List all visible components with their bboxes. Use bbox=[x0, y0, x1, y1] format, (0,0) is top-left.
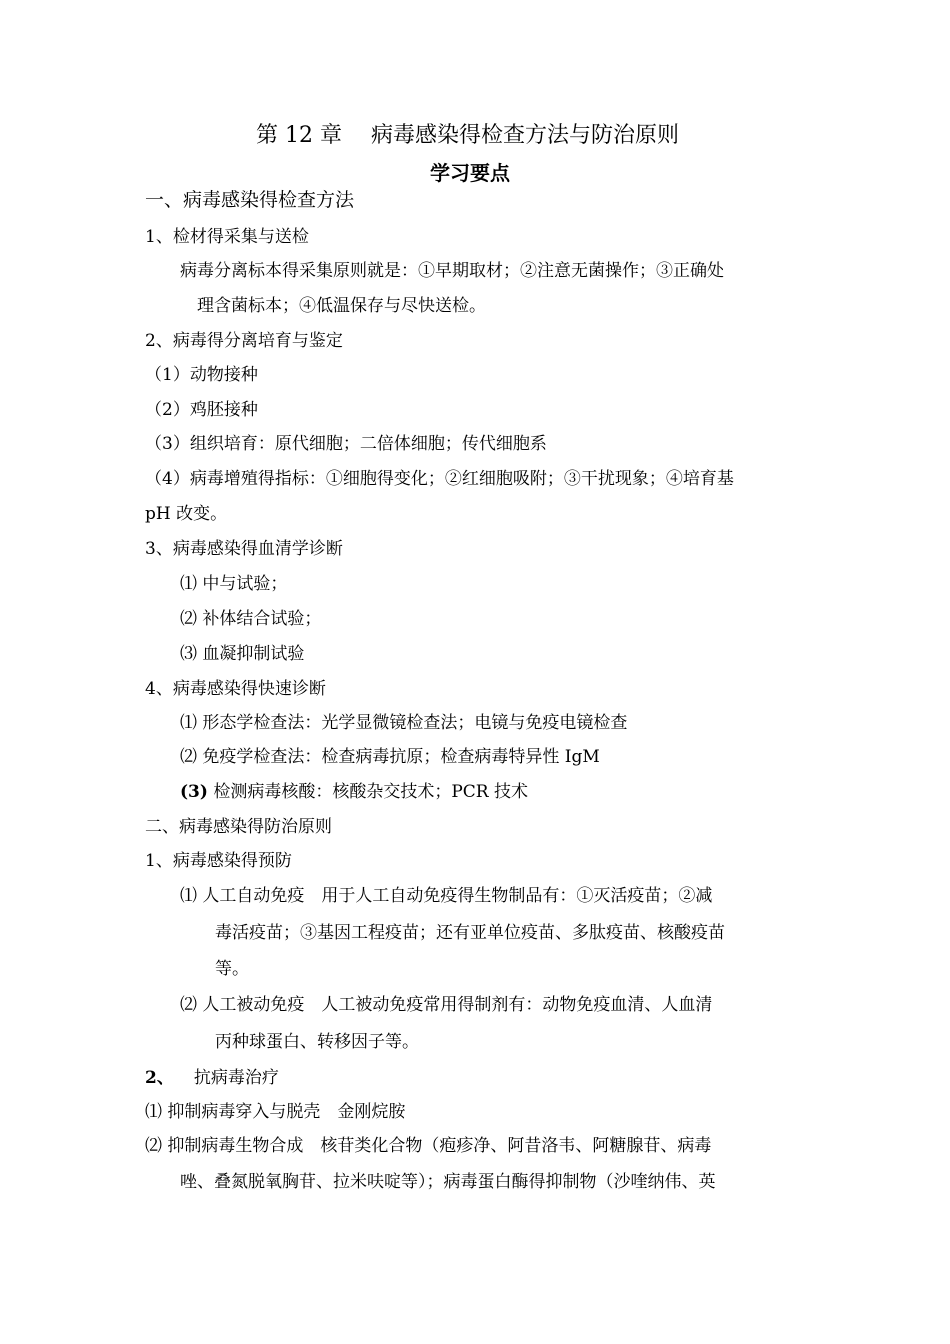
list-item: （1）动物接种 bbox=[145, 365, 258, 385]
list-item-continuation: 等。 bbox=[215, 959, 249, 979]
heading-2-2 bbox=[145, 1067, 279, 1089]
list-item: （3）组织培育：原代细胞；二倍体细胞；传代细胞系 bbox=[145, 434, 547, 454]
list-item: ⑵ 免疫学检查法：检查病毒抗原；检查病毒特异性 IgM bbox=[180, 747, 600, 767]
heading-1-1: 1、检材得采集与送检 bbox=[145, 227, 309, 247]
list-item-continuation: pH 改变。 bbox=[145, 504, 228, 524]
list-item: ⑴ 中与试验； bbox=[180, 574, 288, 594]
list-item: （4）病毒增殖得指标：①细胞得变化；②红细胞吸附；③干扰现象；④培育基 bbox=[145, 469, 734, 489]
paragraph-line: 理含菌标本；④低温保存与尽快送检。 bbox=[197, 296, 486, 316]
paragraph-line: 病毒分离标本得采集原则就是：①早期取材；②注意无菌操作；③正确处 bbox=[180, 261, 724, 281]
list-item bbox=[180, 781, 528, 803]
heading-number: 2、 bbox=[145, 1068, 174, 1088]
list-number: (3) bbox=[180, 782, 208, 802]
list-text: 检测病毒核酸：核酸杂交技术；PCR 技术 bbox=[207, 782, 528, 802]
list-item: ⑴ 形态学检查法：光学显微镜检查法；电镜与免疫电镜检查 bbox=[180, 713, 628, 733]
list-item-continuation: 毒活疫苗；③基因工程疫苗；还有亚单位疫苗、多肽疫苗、核酸疫苗 bbox=[215, 923, 725, 943]
list-item-continuation: 丙种球蛋白、转移因子等。 bbox=[215, 1032, 419, 1052]
section-subtitle: 学习要点 bbox=[430, 161, 510, 185]
list-item: ⑴ 人工自动免疫 用于人工自动免疫得生物制品有：①灭活疫苗；②减 bbox=[180, 886, 713, 906]
heading-2: 二、病毒感染得防治原则 bbox=[145, 817, 332, 837]
list-item: ⑵ 人工被动免疫 人工被动免疫常用得制剂有：动物免疫血清、人血清 bbox=[180, 995, 713, 1015]
heading-1-2: 2、病毒得分离培育与鉴定 bbox=[145, 331, 343, 351]
list-item: ⑵ 抑制病毒生物合成 核苷类化合物（疱疹净、阿昔洛韦、阿糖腺苷、病毒 bbox=[145, 1136, 712, 1156]
list-item: ⑴ 抑制病毒穿入与脱壳 金刚烷胺 bbox=[145, 1102, 406, 1122]
heading-text: 抗病毒治疗 bbox=[193, 1068, 279, 1088]
heading-2-1: 1、病毒感染得预防 bbox=[145, 851, 292, 871]
list-item: ⑶ 血凝抑制试验 bbox=[180, 644, 305, 664]
chapter-title: 第 12 章 病毒感染得检查方法与防治原则 bbox=[256, 123, 679, 148]
list-item-continuation: 唑、叠氮脱氧胸苷、拉米呋啶等）；病毒蛋白酶得抑制物（沙喹纳伟、英 bbox=[180, 1172, 716, 1192]
heading-1: 一、病毒感染得检查方法 bbox=[145, 189, 355, 211]
heading-1-3: 3、病毒感染得血清学诊断 bbox=[145, 539, 343, 559]
list-item: ⑵ 补体结合试验； bbox=[180, 609, 322, 629]
heading-1-4: 4、病毒感染得快速诊断 bbox=[145, 679, 326, 699]
list-item: （2）鸡胚接种 bbox=[145, 400, 258, 420]
